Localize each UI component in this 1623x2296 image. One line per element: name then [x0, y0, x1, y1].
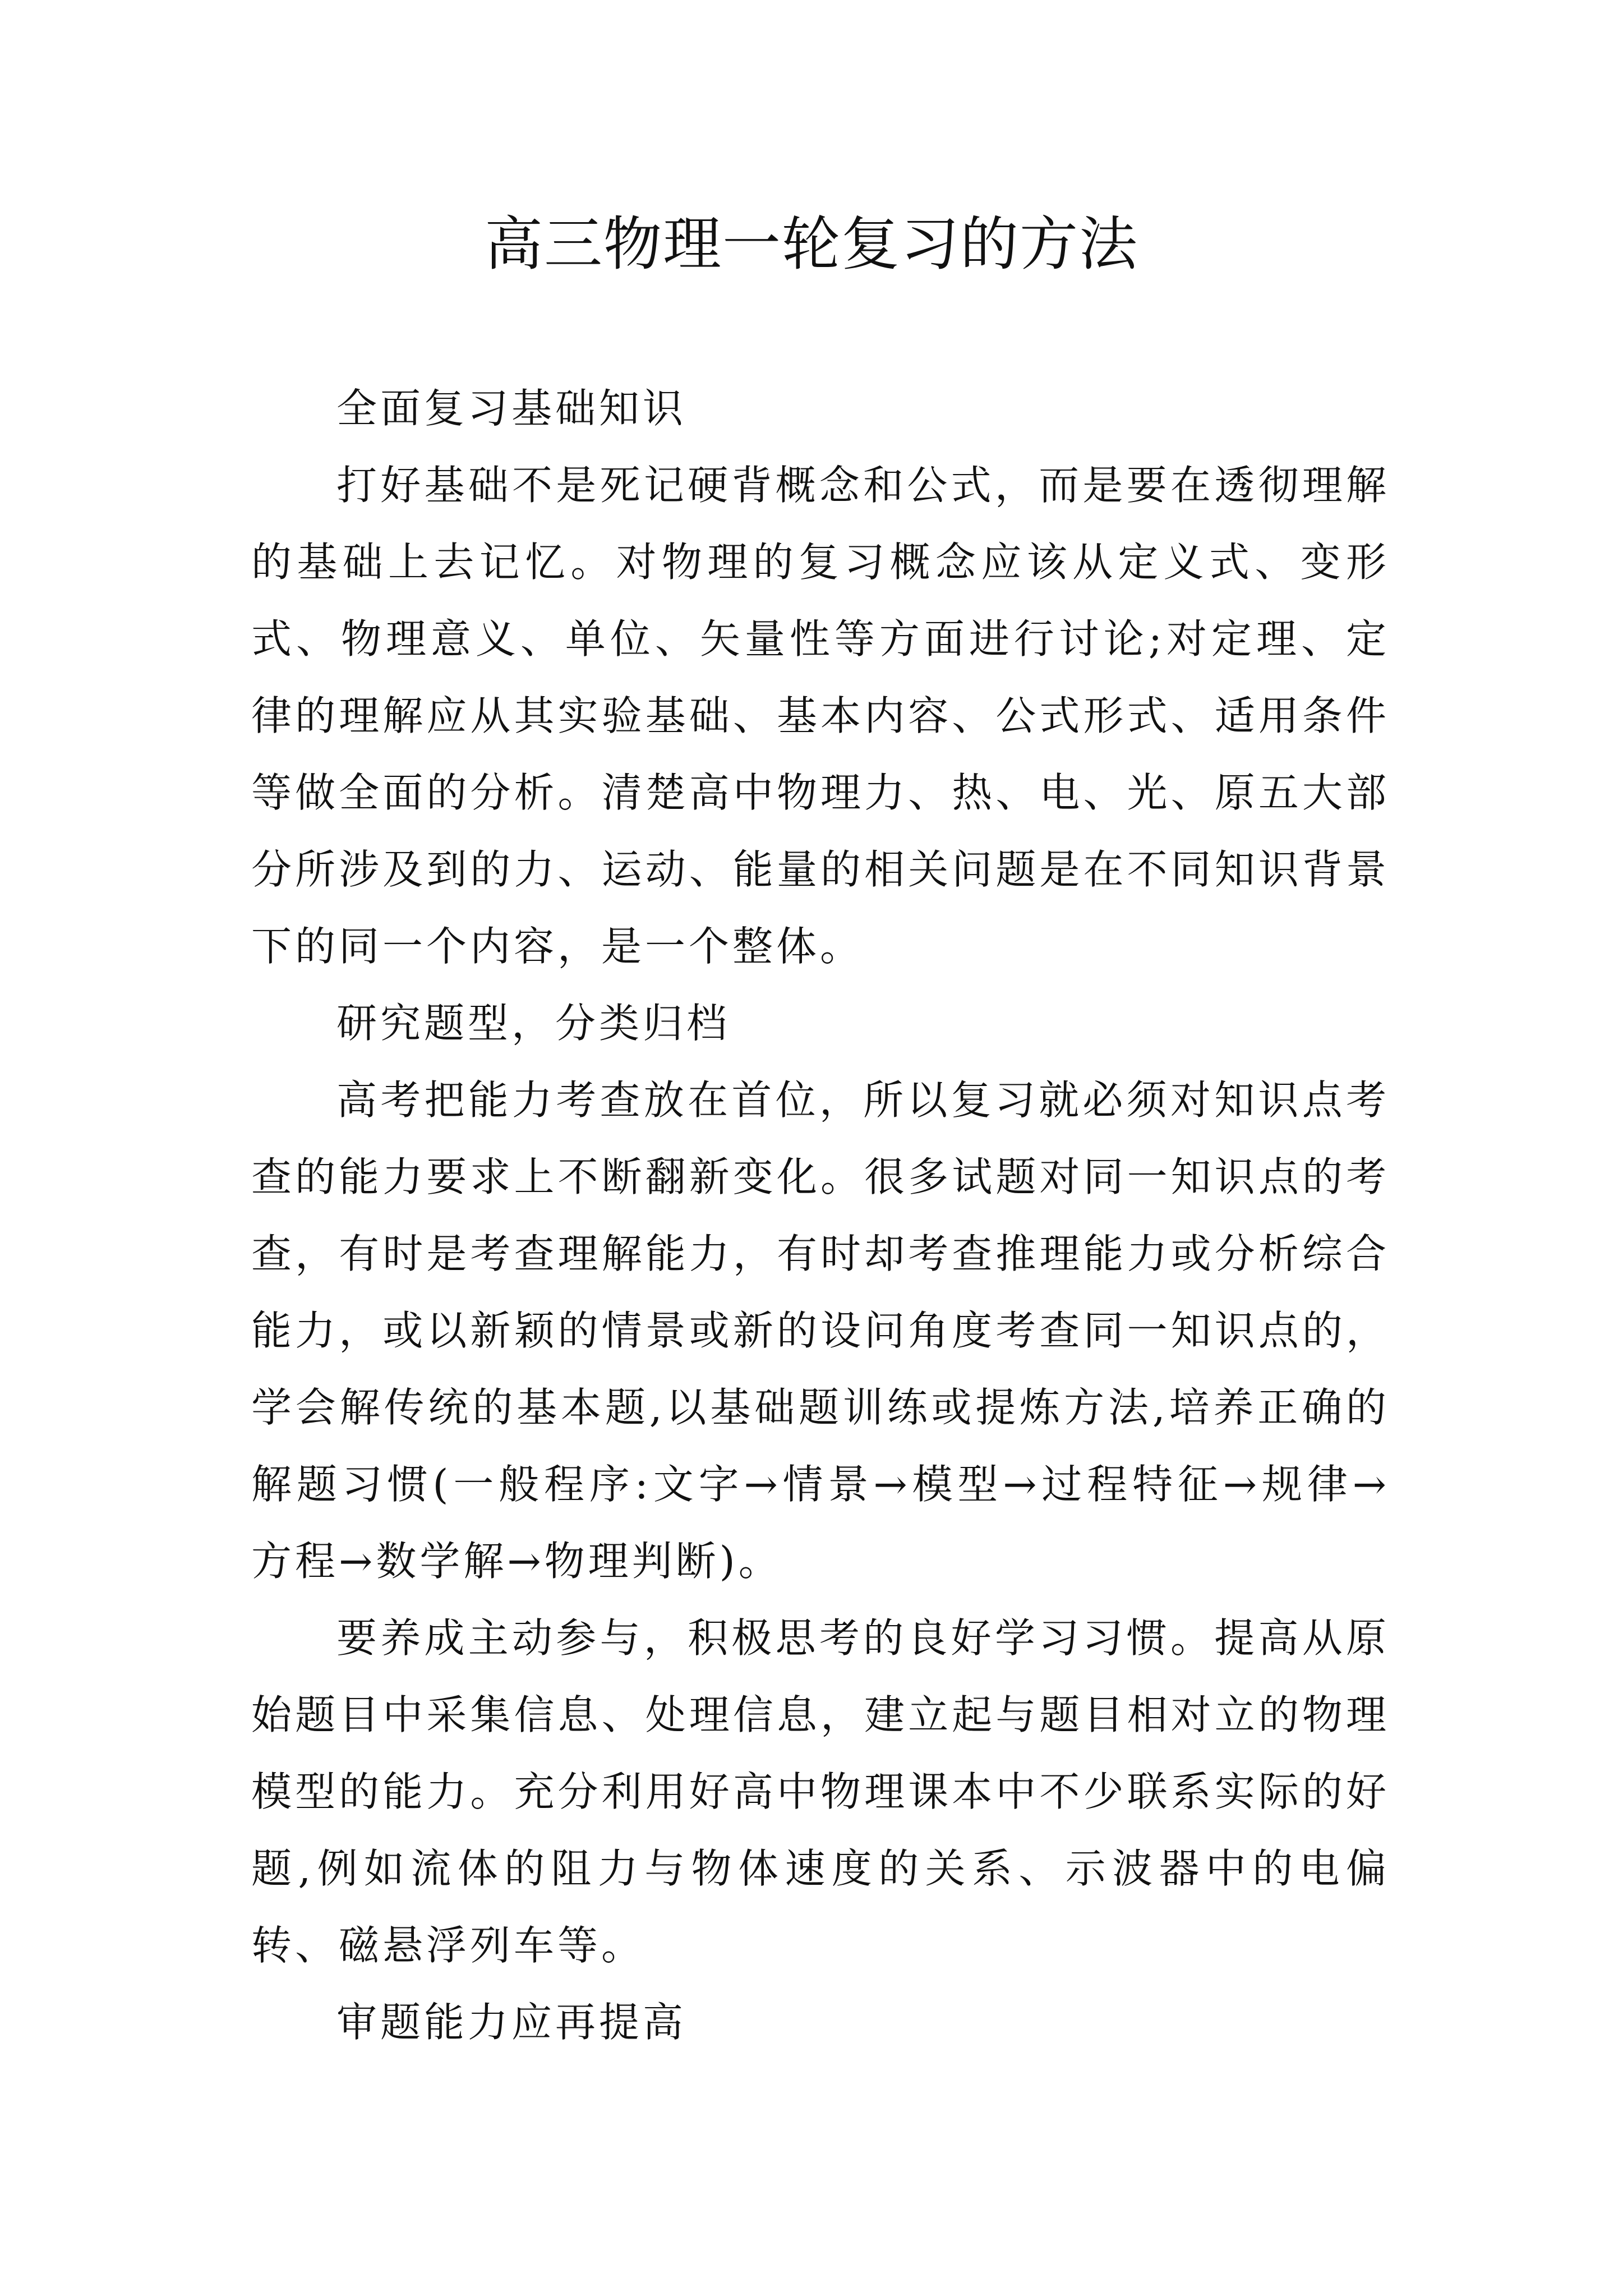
section-heading: 全面复习基础知识 — [336, 385, 687, 432]
body-paragraph: 打好基础不是死记硬背概念和公式，而是要在透彻理解的基础上去记忆。对物理的复习概念应该从定义式、变形式、物理意义、单位、矢量性等方面进行讨论;对定理、定律的理解应从其实验基础、基本内容、公式形式、适用条件等做全面的分析。清楚高中物理力、热、电、光、原五大部分所涉及到的力、运动、能量的相关问题是在不同知识背景下的同一个内容，是一个整体。 — [251, 462, 1390, 970]
section-heading: 研究题型，分类归档 — [336, 1000, 731, 1047]
section-heading: 审题能力应再提高 — [336, 1999, 687, 2046]
body-paragraph: 要养成主动参与，积极思考的良好学习习惯。提高从原始题目中采集信息、处理信息，建立起与题目相对立的物理模型的能力。充分利用好高中物理课本中不少联系实际的好题,例如流体的阻力与物体速度的关系、示波器中的电偏转、磁悬浮列车等。 — [251, 1614, 1390, 1969]
document-body — [251, 370, 1390, 2061]
body-paragraph: 高考把能力考查放在首位，所以复习就必须对知识点考查的能力要求上不断翻新变化。很多试题对同一知识点的考查，有时是考查理解能力，有时却考查推理能力或分析综合能力，或以新颖的情景或新的设问角度考查同一知识点的，学会解传统的基本题,以基础题训练或提炼方法,培养正确的解题习惯(一般程序:文字→情景→模型→过程特征→规律→方程→数学解→物理判断)。 — [251, 1076, 1390, 1585]
document-title: 高三物理一轮复习的方法 — [484, 210, 1138, 278]
